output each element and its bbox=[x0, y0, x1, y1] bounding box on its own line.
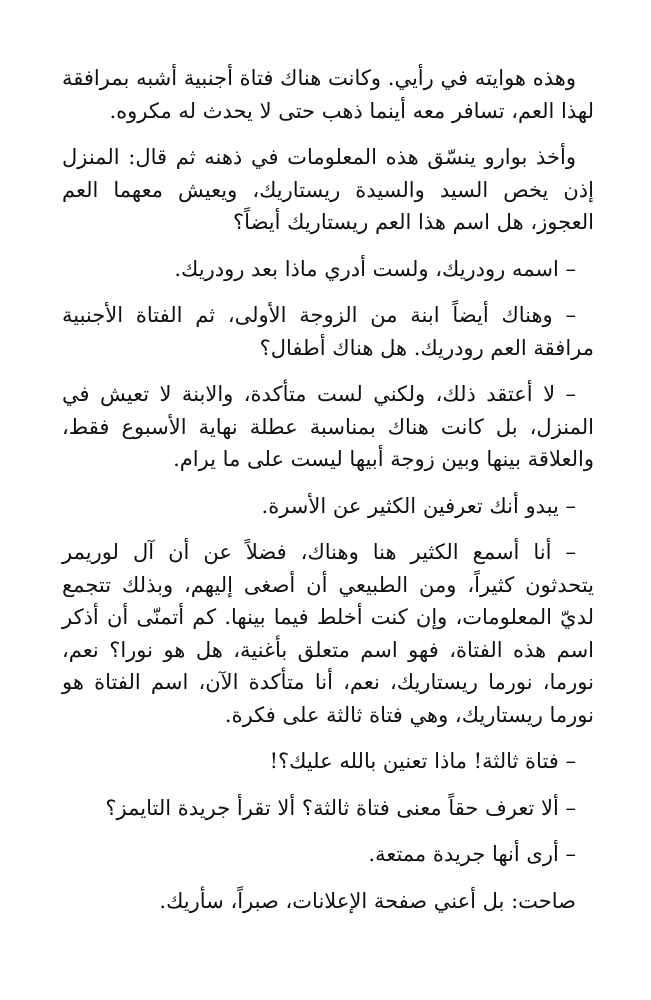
paragraph-10: – أرى أنها جريدة ممتعة. bbox=[368, 842, 576, 866]
paragraph-1: وهذه هوايته في رأيي. وكانت هناك فتاة أجنبية أشبه بمرافقة لهذا العم، تسافر معه أينما ذهب حتى لا يحدث له مكروه. bbox=[62, 66, 594, 123]
paragraph-4: – وهناك أيضاً ابنة من الزوجة الأولى، ثم الفتاة الأجنبية مرافقة العم رودريك. هل هناك أطفال؟ bbox=[62, 303, 594, 360]
paragraph-9: – ألا تعرف حقاً معنى فتاة ثالثة؟ ألا تقرأ جريدة التايمز؟ bbox=[105, 795, 576, 820]
paragraph-8: – فتاة ثالثة! ماذا تعنين بالله عليك؟! bbox=[269, 749, 576, 773]
paragraph-7: – أنا أسمع الكثير هنا وهناك، فضلاً عن أن آل لوريمر يتحدثون كثيراً، ومن الطبيعي أن أصغى إليهم، وبذلك تتجمع لديّ المعلومات، وإن كنت أخلط فيما بينها. كم أتمنّى أن أذكر اسم هذه الفتاة، فهو اسم متعلق بأغنية، هل هو نورا؟ نعم، نورما، نورما ريستاريك، نعم، أنا متأكدة الآن، اسم الفتاة هو نورما ريستاريك، وهي فتاة ثالثة على فكرة. bbox=[62, 540, 594, 727]
paragraph-11: صاحت: بل أعني صفحة الإعلانات، صبراً، سأريك. bbox=[159, 888, 576, 913]
paragraph-3: – اسمه رودريك، ولست أدري ماذا بعد رودريك. bbox=[174, 256, 576, 281]
paragraph-6: – يبدو أنك تعرفين الكثير عن الأسرة. bbox=[261, 493, 576, 518]
book-page bbox=[62, 62, 594, 931]
paragraph-5: – لا أعتقد ذلك، ولكني لست متأكدة، والابنة لا تعيش في المنزل، بل كانت هناك بمناسبة عطلة نهاية الأسبوع فقط، والعلاقة بينها وبين زوجة أبيها ليست على ما يرام. bbox=[62, 382, 594, 471]
paragraph-2: وأخذ بوارو ينسّق هذه المعلومات في ذهنه ثم قال: المنزل إذن يخص السيد والسيدة ريستاريك، ويعيش معهما العم العجوز، هل اسم هذا العم ريستاريك أيضاً؟ bbox=[62, 145, 594, 234]
